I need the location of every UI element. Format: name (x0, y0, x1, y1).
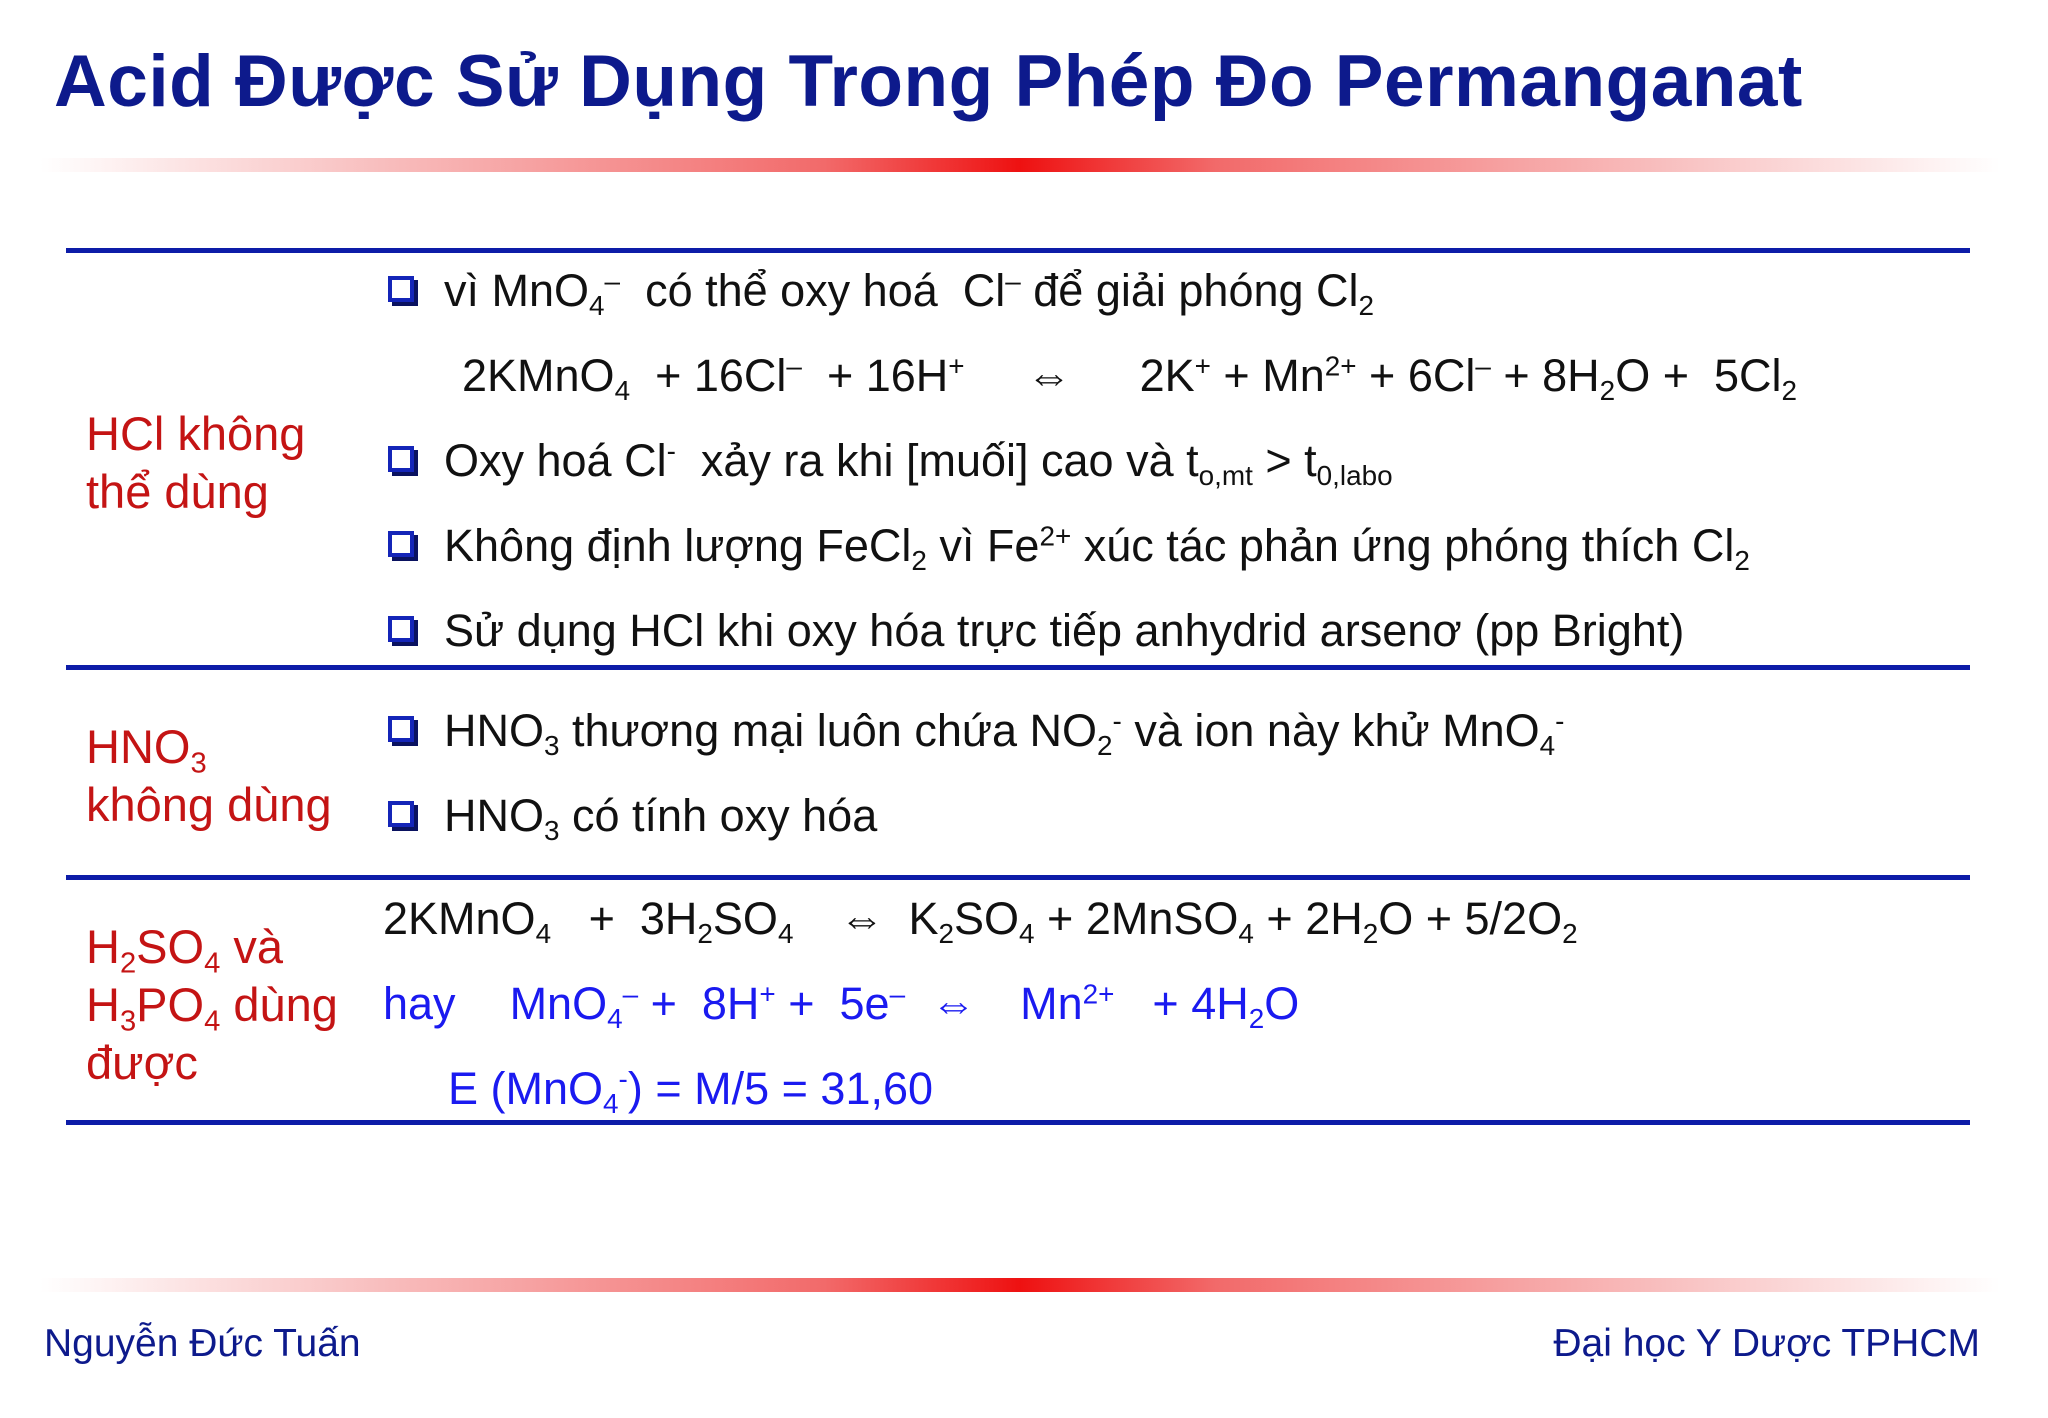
hollow-square-bullet-icon (388, 446, 414, 472)
slide-title: Acid Được Sử Dụng Trong Phép Đo Permanganat (54, 41, 1803, 122)
footer-institution: Đại học Y Dược TPHCM (1553, 1322, 1980, 1365)
table-rule-top (66, 248, 1970, 253)
double-arrow-icon: ⇔ (839, 893, 885, 944)
hollow-square-bullet-icon (388, 276, 414, 302)
hollow-square-bullet-icon (388, 716, 414, 742)
hno3-bullet-2: $HNO_3$ có tính oxy hóa (388, 790, 877, 842)
hno3-bullet-1: $HNO_3$ thương mại luôn chứa $NO_2^-$ và ion này khử MnO$_4$- (388, 705, 1564, 757)
double-arrow-icon: ⇔ (1026, 350, 1072, 401)
row-label-h2so4-h3po4: $H_2SO_4$ và $H_3PO_4$ dùng được (86, 920, 338, 1089)
hcl-bullet-1: vì MnO$_4$– có thể oxy hoá Cl– để giải phóng $Cl_2$ (388, 265, 1374, 317)
table-rule-2 (66, 875, 1970, 880)
table-rule-bottom (66, 1120, 1970, 1125)
hcl-bullet-4: Sử dụng HCl khi oxy hóa trực tiếp anhydrid arsenơ (pp Bright) (388, 605, 1684, 657)
half-reaction-equation: hay MnO$_4$– + 8H+ + 5e– ⇔ $Mn^{2+} + 4H_2O$ (383, 978, 1300, 1034)
double-arrow-icon: ⇔ (931, 978, 977, 1029)
table-rule-1 (66, 665, 1970, 670)
footer-author: Nguyễn Đức Tuấn (44, 1322, 361, 1365)
h2so4-reaction-equation: 2KMnO$_4$ + $3H_2SO_4$ ⇔ $K_2SO_4$ + 2MnSO$_4$ + $2H_2O + 5/2O_2$ (383, 893, 1578, 949)
equivalent-weight-formula: E (MnO$_4$-) = M/5 = 31,60 (448, 1063, 934, 1119)
footer-accent-bar (40, 1278, 2000, 1292)
hcl-reaction-equation: 2KMnO$_4$ + 16Cl– + 16H+ ⇔ $2K^+ + Mn^{2+} + 6Cl^- + 8H_2O + 5Cl_2$ (462, 350, 1798, 406)
hollow-square-bullet-icon (388, 531, 414, 557)
row-label-hcl: HCl không thể dùng (86, 407, 306, 518)
hollow-square-bullet-icon (388, 801, 414, 827)
hollow-square-bullet-icon (388, 616, 414, 642)
hcl-bullet-3: Không định lượng FeCl$_2$ vì $Fe^{2+}$ xúc tác phản ứng phóng thích $Cl_2$ (388, 520, 1750, 572)
title-accent-bar (40, 158, 2000, 172)
hcl-bullet-2: Oxy hoá Cl- xảy ra khi [muối] cao và $t_{o,mt} > t_{0,labo}$ (388, 435, 1393, 487)
row-label-hno3: $HNO_3$ không dùng (86, 720, 332, 831)
